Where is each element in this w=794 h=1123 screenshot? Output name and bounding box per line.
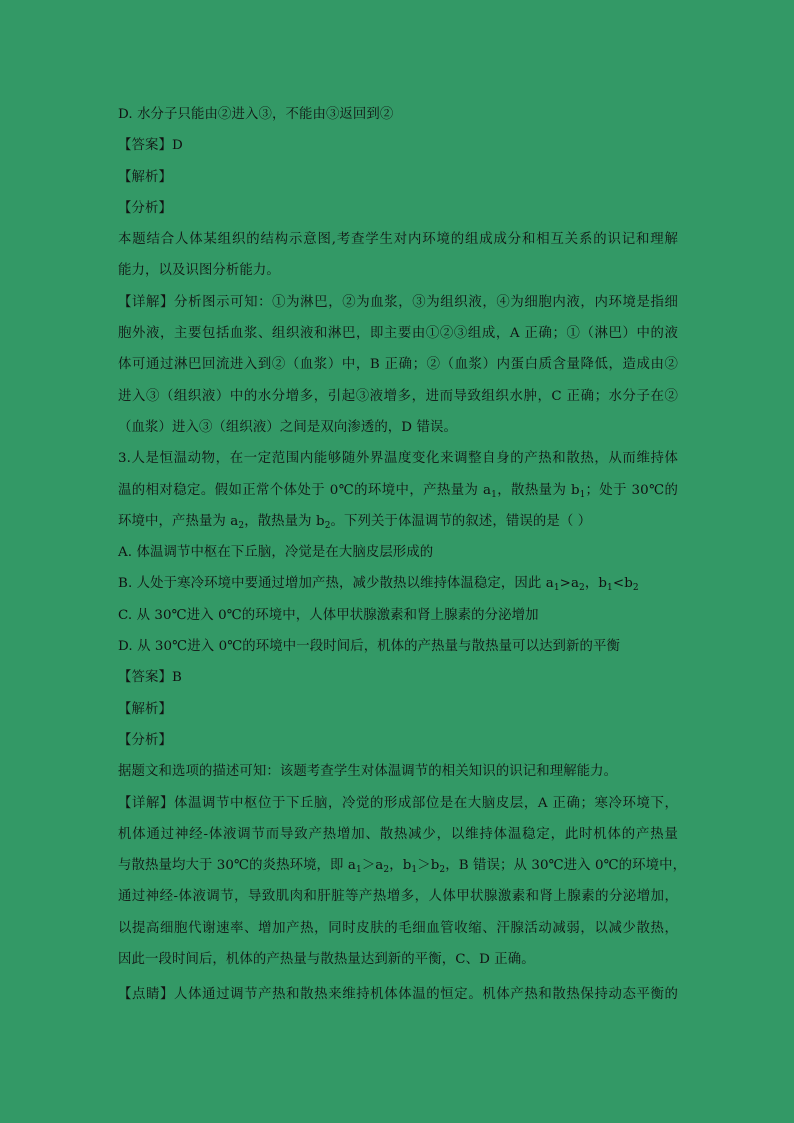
q2-detail-line-1: 【详解】分析图示可知：①为淋巴，②为血浆，③为组织液，④为细胞内液，内环境是指细 <box>118 294 678 310</box>
q3-analysis-line-1: 据题文和选项的描述可知：该题考查学生对体温调节的相关知识的识记和理解能力。 <box>118 764 618 780</box>
q3-answer: 【答案】B <box>118 670 182 686</box>
q3-option-a: A. 体温调节中枢在下丘脑，冷觉是在大脑皮层形成的 <box>118 545 434 561</box>
q2-fenxi-heading: 【分析】 <box>118 200 172 216</box>
q2-detail-line-3: 体可通过淋巴回流进入到②（血浆）中，B 正确；②（血浆）内蛋白质含量降低，造成由② <box>118 357 678 373</box>
q3-stem-line-2: 温的相对稳定。假如正常个体处于 0℃的环境中，产热量为 $a_1$，散热量为 $b_1$；处于 30℃的 <box>118 482 678 500</box>
q3-jiexi-heading: 【解析】 <box>118 701 172 717</box>
q2-detail-line-4: 进入③（组织液）中的水分增多，引起③液增多，进而导致组织水肿，C 正确；水分子在② <box>118 388 678 404</box>
q3-option-d: D. 从 30℃进入 0℃的环境中一段时间后，机体的产热量与散热量可以达到新的平衡 <box>118 639 621 655</box>
q3-option-b: B. 人处于寒冷环境中要通过增加产热，减少散热以维持体温稳定，因此 $a_1>a_2$，$b_1<b_2$ <box>118 576 639 594</box>
q2-jiexi-heading: 【解析】 <box>118 169 172 185</box>
q3-detail-line-3: 与散热量均大于 30℃的炎热环境，即 $a_1>a_2$，$b_1>b_2$，B 错误；从 30℃进入 0℃的环境中， <box>118 858 687 876</box>
q3-detail-line-5: 以提高细胞代谢速率、增加产热，同时皮肤的毛细血管收缩、汗腺活动减弱，以减少散热， <box>118 920 678 936</box>
q2-detail-line-2: 胞外液，主要包括血浆、组织液和淋巴，即主要由①②③组成，A 正确；①（淋巴）中的液 <box>118 326 678 342</box>
q3-detail-line-1: 【详解】体温调节中枢位于下丘脑，冷觉的形成部位是在大脑皮层，A 正确；寒冷环境下， <box>118 795 678 811</box>
q3-detail-line-2: 机体通过神经-体液调节而导致产热增加、散热减少，以维持体温稳定，此时机体的产热量 <box>118 826 678 842</box>
document-page <box>118 99 687 1011</box>
q3-stem-line-1: 3.人是恒温动物，在一定范围内能够随外界温度变化来调整自身的产热和散热，从而维持体 <box>118 451 678 467</box>
q3-stem-line-3: 环境中，产热量为 $a_2$，散热量为 $b_2$。下列关于体温调节的叙述，错误的是（ ） <box>118 513 592 531</box>
q3-fenxi-heading: 【分析】 <box>118 732 172 748</box>
q2-analysis-line-2: 能力，以及识图分析能力。 <box>118 263 280 279</box>
q3-detail-line-4: 通过神经-体液调节，导致肌肉和肝脏等产热增多，人体甲状腺激素和肾上腺素的分泌增加， <box>118 889 678 905</box>
q2-analysis-line-1: 本题结合人体某组织的结构示意图,考查学生对内环境的组成成分和相互关系的识记和理解 <box>118 232 678 248</box>
q2-answer: 【答案】D <box>118 138 183 154</box>
q3-detail-line-6: 因此一段时间后，机体的产热量与散热量达到新的平衡，C、D 正确。 <box>118 952 535 968</box>
q2-option-d: D. 水分子只能由②进入③，不能由③返回到② <box>118 107 394 122</box>
q3-option-c: C. 从 30℃进入 0℃的环境中，人体甲状腺激素和肾上腺素的分泌增加 <box>118 607 539 623</box>
q3-dianjing-line-1: 【点睛】人体通过调节产热和散热来维持机体体温的恒定。机体产热和散热保持动态平衡的 <box>118 987 678 1003</box>
q2-detail-line-5: （血浆）进入③（组织液）之间是双向渗透的，D 错误。 <box>118 419 457 435</box>
